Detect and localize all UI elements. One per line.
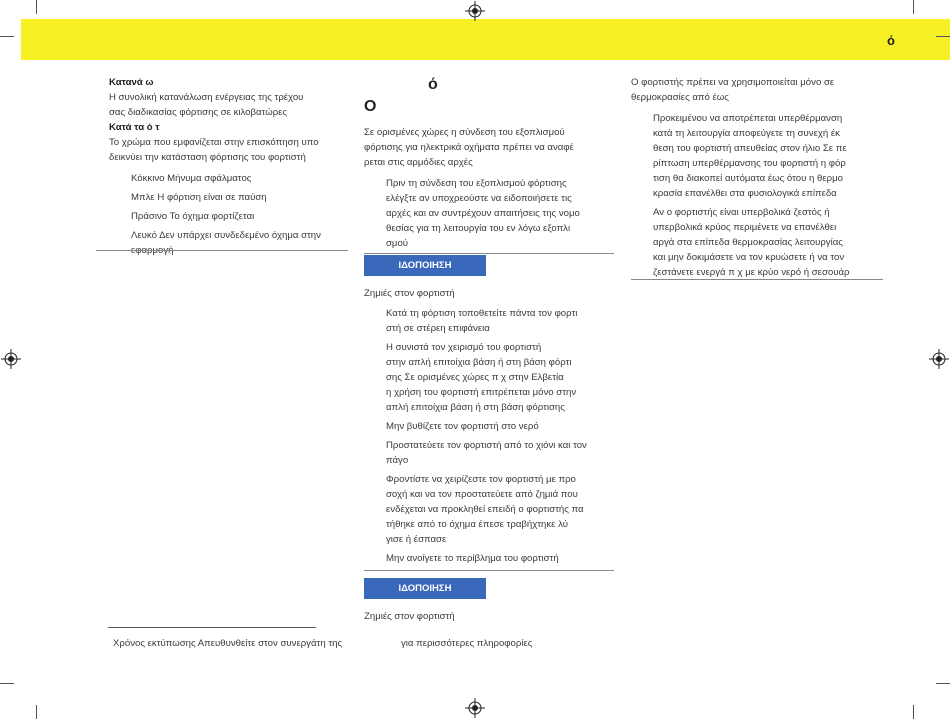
notice-item bbox=[386, 472, 618, 547]
crop-mark bbox=[936, 36, 950, 37]
right-item-line: και μην δοκιμάσετε να τον κρυώσετε ή να τον bbox=[653, 252, 845, 263]
notice-item-line: τήθηκε από το όχημα έπεσε τραβήχτηκε λύ bbox=[386, 519, 568, 530]
intro-bullet-line: αρχές και αν συντρέχουν απαιτήσεις της νομο bbox=[386, 208, 580, 219]
intro-bullet-line: θεσίας για τη λειτουργία του εν λόγω εξοπλι bbox=[386, 223, 571, 234]
notice-subtitle: Ζημιές στον φορτιστή bbox=[364, 288, 455, 299]
notice-rule bbox=[364, 570, 614, 571]
consumption-text-line: Η συνολική κατανάλωση ενέργειας της τρέχου bbox=[109, 92, 304, 103]
notice-banner: ΙΔΟΠΟΙΗΣΗ bbox=[364, 578, 486, 599]
page-section-title: ό bbox=[887, 33, 895, 48]
right-item-line: ζεστάνετε ενεργά π χ με κρύο νερό ή σεσουάρ bbox=[653, 267, 850, 278]
right-item-line: Προκειμένου να αποτρέπεται υπερθέρμανση bbox=[653, 113, 843, 124]
registration-mark-icon bbox=[465, 698, 485, 718]
right-item-line: κατά τη λειτουργία αποφεύγετε τη συνεχή έκ bbox=[653, 128, 840, 139]
left-column bbox=[109, 75, 349, 258]
status-item-red: Κόκκινο Μήνυμα σφάλματος bbox=[131, 173, 252, 184]
notice-item bbox=[386, 340, 618, 415]
right-item-line: υπερβολικά κρύος περιμένετε να επανέλθει bbox=[653, 222, 837, 233]
right-item-line: ρίπτωση υπερθέρμανσης του φορτιστή η φόρ bbox=[653, 158, 846, 169]
crop-mark bbox=[913, 705, 914, 719]
status-text-line: δεικνύει την κατάσταση φόρτισης του φορτιστή bbox=[109, 152, 306, 163]
notice-banner: ΙΔΟΠΟΙΗΣΗ bbox=[364, 255, 486, 276]
notice-subtitle: Ζημιές στον φορτιστή bbox=[364, 611, 455, 622]
intro-line: φόρτισης για ηλεκτρικά οχήματα πρέπει να αναφέ bbox=[364, 142, 574, 153]
right-item-line: κρασία επανέλθει στα φυσιολογικά επίπεδα bbox=[653, 188, 837, 199]
notice-item bbox=[386, 306, 618, 336]
notice-item-line: σης Σε ορισμένες χώρες π χ στην Ελβετία bbox=[386, 372, 564, 383]
status-heading: Κατά τα ό τ bbox=[109, 122, 160, 133]
status-item-blue: Μπλε Η φόρτιση είναι σε παύση bbox=[131, 192, 267, 203]
notice-item-line: Προστατεύετε τον φορτιστή από το χιόνι και τον bbox=[386, 440, 587, 451]
notice-item-line: ενδέχεται να προκληθεί επειδή ο φορτιστής πα bbox=[386, 504, 584, 515]
consumption-heading: Κατανά ω bbox=[109, 77, 154, 88]
header-band bbox=[21, 19, 950, 60]
divider bbox=[631, 279, 883, 280]
right-item bbox=[631, 205, 891, 280]
divider bbox=[96, 250, 348, 251]
notice-item-line: Κατά τη φόρτιση τοποθετείτε πάντα τον φορτι bbox=[386, 308, 578, 319]
notice-item bbox=[386, 419, 618, 434]
section-heading: O bbox=[364, 98, 377, 115]
section-heading-accent: ό bbox=[428, 76, 438, 93]
notice-item-line: Μην ανοίγετε το περίβλημα του φορτιστή bbox=[386, 553, 559, 564]
intro-bullet-line: Πριν τη σύνδεση του εξοπλισμού φόρτισης bbox=[386, 178, 567, 189]
crop-mark bbox=[36, 0, 37, 14]
intro-bullet-line: ελέγξτε αν υποχρεούστε να ειδοποιήσετε τις bbox=[386, 193, 572, 204]
right-item-line: Αν ο φορτιστής είναι υπερβολικά ζεστός ή bbox=[653, 207, 830, 218]
status-item-white: Λευκό Δεν υπάρχει συνδεδεμένο όχημα στην bbox=[131, 230, 321, 241]
notice-item bbox=[386, 438, 618, 468]
registration-mark-icon bbox=[1, 349, 21, 369]
crop-mark bbox=[36, 705, 37, 719]
crop-mark bbox=[0, 36, 14, 37]
notice-item-line: απλή επιτοίχια βάση ή στη βάση φόρτισης bbox=[386, 402, 565, 413]
notice-item-line: Μην βυθίζετε τον φορτιστή στο νερό bbox=[386, 421, 539, 432]
notice-item-line: στή σε στέρεη επιφάνεια bbox=[386, 323, 490, 334]
notice-item-line: Φροντίστε να χειρίζεστε τον φορτιστή με προ bbox=[386, 474, 576, 485]
intro-bullet bbox=[364, 176, 616, 251]
footnote-rule bbox=[108, 627, 316, 628]
crop-mark bbox=[913, 0, 914, 14]
right-intro-line: Ο φορτιστής πρέπει να χρησιμοποιείται μόνο σε bbox=[631, 77, 835, 88]
notice-item-line: Η συνιστά τον χειρισμό του φορτιστή bbox=[386, 342, 542, 353]
crop-mark bbox=[0, 683, 14, 684]
right-item bbox=[631, 111, 891, 201]
notice-item-line: η χρήση του φορτιστή επιτρέπεται μόνο στην bbox=[386, 387, 577, 398]
footnote-text-cont: για περισσότερες πληροφορίες bbox=[401, 638, 533, 649]
notice-items bbox=[386, 306, 618, 570]
crop-mark bbox=[936, 683, 950, 684]
right-column bbox=[631, 75, 891, 280]
notice-item bbox=[386, 551, 618, 566]
notice-rule bbox=[364, 253, 614, 254]
notice-item-line: πάγο bbox=[386, 455, 409, 466]
status-text-line: Το χρώμα που εμφανίζεται στην επισκόπηση υπο bbox=[109, 137, 319, 148]
consumption-text-line: σας διαδικασίας φόρτισης σε κιλοβατώρες bbox=[109, 107, 288, 118]
notice-item-line: στην απλή επιτοίχια βάση ή στη βάση φόρτι bbox=[386, 357, 572, 368]
intro-line: ρεται στις αρμόδιες αρχές bbox=[364, 157, 473, 168]
notice-item-line: γισε ή έσπασε bbox=[386, 534, 447, 545]
status-item-green: Πράσινο Το όχημα φορτίζεται bbox=[131, 211, 255, 222]
right-item-line: αργά στα επίπεδα θερμοκρασίας λειτουργίας bbox=[653, 237, 843, 248]
notice-item-line: σοχή και να τον προστατεύετε από ζημιά που bbox=[386, 489, 578, 500]
right-intro-line: θερμοκρασίες από έως bbox=[631, 92, 729, 103]
intro-bullet-line: σμού bbox=[386, 238, 409, 249]
middle-column bbox=[364, 75, 616, 251]
right-item-line: τιση θα διακοπεί αυτόματα έως ότου η θερμο bbox=[653, 173, 843, 184]
registration-mark-icon bbox=[929, 349, 949, 369]
registration-mark-icon bbox=[465, 1, 485, 21]
footnote-text: Χρόνος εκτύπωσης Απευθυνθείτε στον συνεργάτη της bbox=[113, 638, 343, 649]
right-item-line: θεση του φορτιστή απευθείας στον ήλιο Σε πε bbox=[653, 143, 847, 154]
intro-line: Σε ορισμένες χώρες η σύνδεση του εξοπλισμού bbox=[364, 127, 565, 138]
